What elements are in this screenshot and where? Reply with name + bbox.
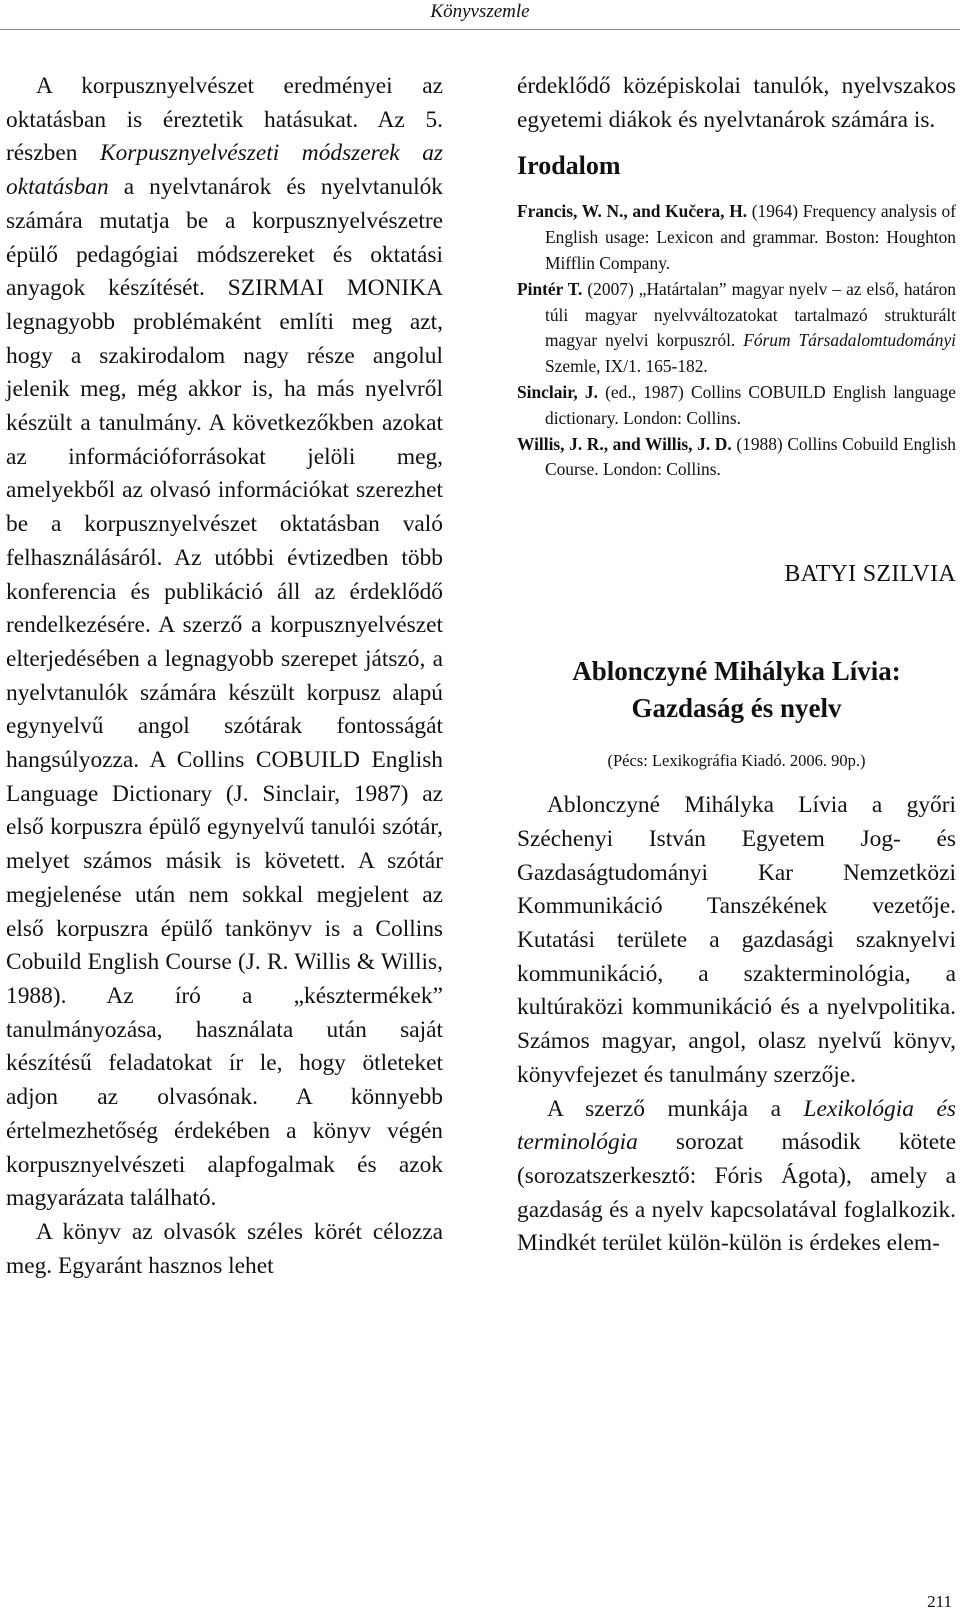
running-head: Könyvszemle <box>430 1 530 22</box>
review-book-title <box>517 653 956 727</box>
text-run: (1964) Frequency analysis of English usage: Lexicon and grammar. Boston: Houghton Mifflin Company. <box>545 201 956 273</box>
body-paragraph <box>517 789 956 1092</box>
text-run: sorozat második kötete (sorozatszerkesztő: Fóris Ágota), amely a gazdaság és a nyelv kapcsolatával foglalkozik. Mindkét terület külön-külön is érdekes elem- <box>517 1129 956 1257</box>
italic-span: Fórum Társadalomtudományi <box>743 330 956 351</box>
italic-span: Korpusznyelvészeti módszerek az oktatásban <box>6 140 443 201</box>
text-run: a nyelvtanárok és nyelvtanulók számára mutatja be a korpusznyelvészetre épülő pedagógiai módszereket és oktatási anyagok készítését. SZIRMAI MONIKA legnagyobb problémaként említi meg azt, hogy a szakirodalom nagy része angolul jelenik meg, még akkor is, ha más nyelvről készült a tanulmány. A következőkben azokat az információforrásokat jelöli meg, amelyekből az olvasó információkat szerezhet be a korpusznyelvészet oktatásban való felhasználásáról. Az utóbbi évtizedben több konferencia és publikáció áll az érdeklődő rendelkezésére. A szerző a korpusznyelvészet elterjedésében a legnagyobb szerepet játszó, a nyelvtanulók számára készült korpusz alapú egynyelvű angol szótárak fontosságát hangsúlyozza. A Collins COBUILD English Language Dictionary (J. Sinclair, 1987) az első korpuszra épülő egynyelvű tanulói szótár, melyet számos másik is követett. A szótár megjelenése után nem sokkal megjelent az első korpuszra épülő tankönyv is a Collins Cobuild English Course (J. R. Willis & Willis, 1988). Az író a „késztermékek” tanulmányozása, használata után saját készítésű feladatokat ír le, hogy ötleteket adjon az olvasónak. A könnyebb értelmezhetőség érdekében a könyv végén korpusznyelvészeti alapfogalmak és azok magyarázata található. <box>6 174 443 1212</box>
book-publication-info: (Pécs: Lexikográfia Kiadó. 2006. 90p.) <box>607 751 866 771</box>
left-column <box>6 70 443 1283</box>
text-run: A könyv az olvasók széles körét célozza meg. Egyaránt hasznos lehet <box>6 1218 443 1279</box>
book-title-line: Ablonczyné Mihályka Lívia: <box>572 656 901 687</box>
author-name: Sinclair, J. <box>517 381 598 402</box>
text-run: A korpusznyelvészet eredményei az oktatásban is éreztetik hatásukat. Az 5. részben <box>6 73 443 167</box>
body-paragraph <box>6 1216 443 1283</box>
continuation-paragraph: érdeklődő középiskolai tanulók, nyelvszakos egyetemi diákok és nyelvtanárok számára is. <box>517 73 956 133</box>
reference-item <box>517 432 956 484</box>
italic-span: Lexikológia és terminológia <box>517 1095 956 1156</box>
header-rule <box>0 29 960 30</box>
book-title-line: Gazdaság és nyelv <box>631 693 842 724</box>
body-paragraph <box>6 70 443 1216</box>
author-name: Pintér T. <box>517 278 583 299</box>
text-run: (1988) Collins Cobuild English Course. London: Collins. <box>545 433 956 480</box>
right-column <box>517 70 956 1261</box>
author-name: Francis, W. N., and Kučera, H. <box>517 201 748 222</box>
author-name: Willis, J. R., and Willis, J. D. <box>517 433 732 454</box>
text-run: A szerző munkája a <box>547 1095 804 1122</box>
text-run: (2007) „Határtalan” magyar nyelv – az első, határon túli magyar nyelvváltozatokat tartalmazó strukturált magyar nyelvi korpuszról. <box>545 278 957 351</box>
body-paragraph <box>517 1093 956 1262</box>
reference-item <box>517 199 956 276</box>
reviewer-name: BATYI SZILVIA <box>784 561 956 588</box>
reference-item <box>517 277 956 380</box>
references-list <box>517 199 956 483</box>
text-run: Ablonczyné Mihályka Lívia a győri Széchenyi István Egyetem Jog- és Gazdaságtudományi Kar Nemzetközi Kommunikáció Tanszékének vezetője. Kutatási területe a gazdasági szaknyelvi kommunikáció, a szakterminológia, a kultúraközi kommunikáció és a nyelvpolitika. Számos magyar, angol, olasz nyelvű könyv, könyvfejezet és tanulmány szerzője. <box>517 792 956 1088</box>
page-number: 211 <box>927 1592 952 1611</box>
text-run: Szemle, IX/1. 165-182. <box>545 356 708 377</box>
text-run: (ed., 1987) Collins COBUILD English language dictionary. London: Collins. <box>545 381 956 428</box>
reference-item <box>517 380 956 432</box>
references-heading: Irodalom <box>517 151 621 181</box>
